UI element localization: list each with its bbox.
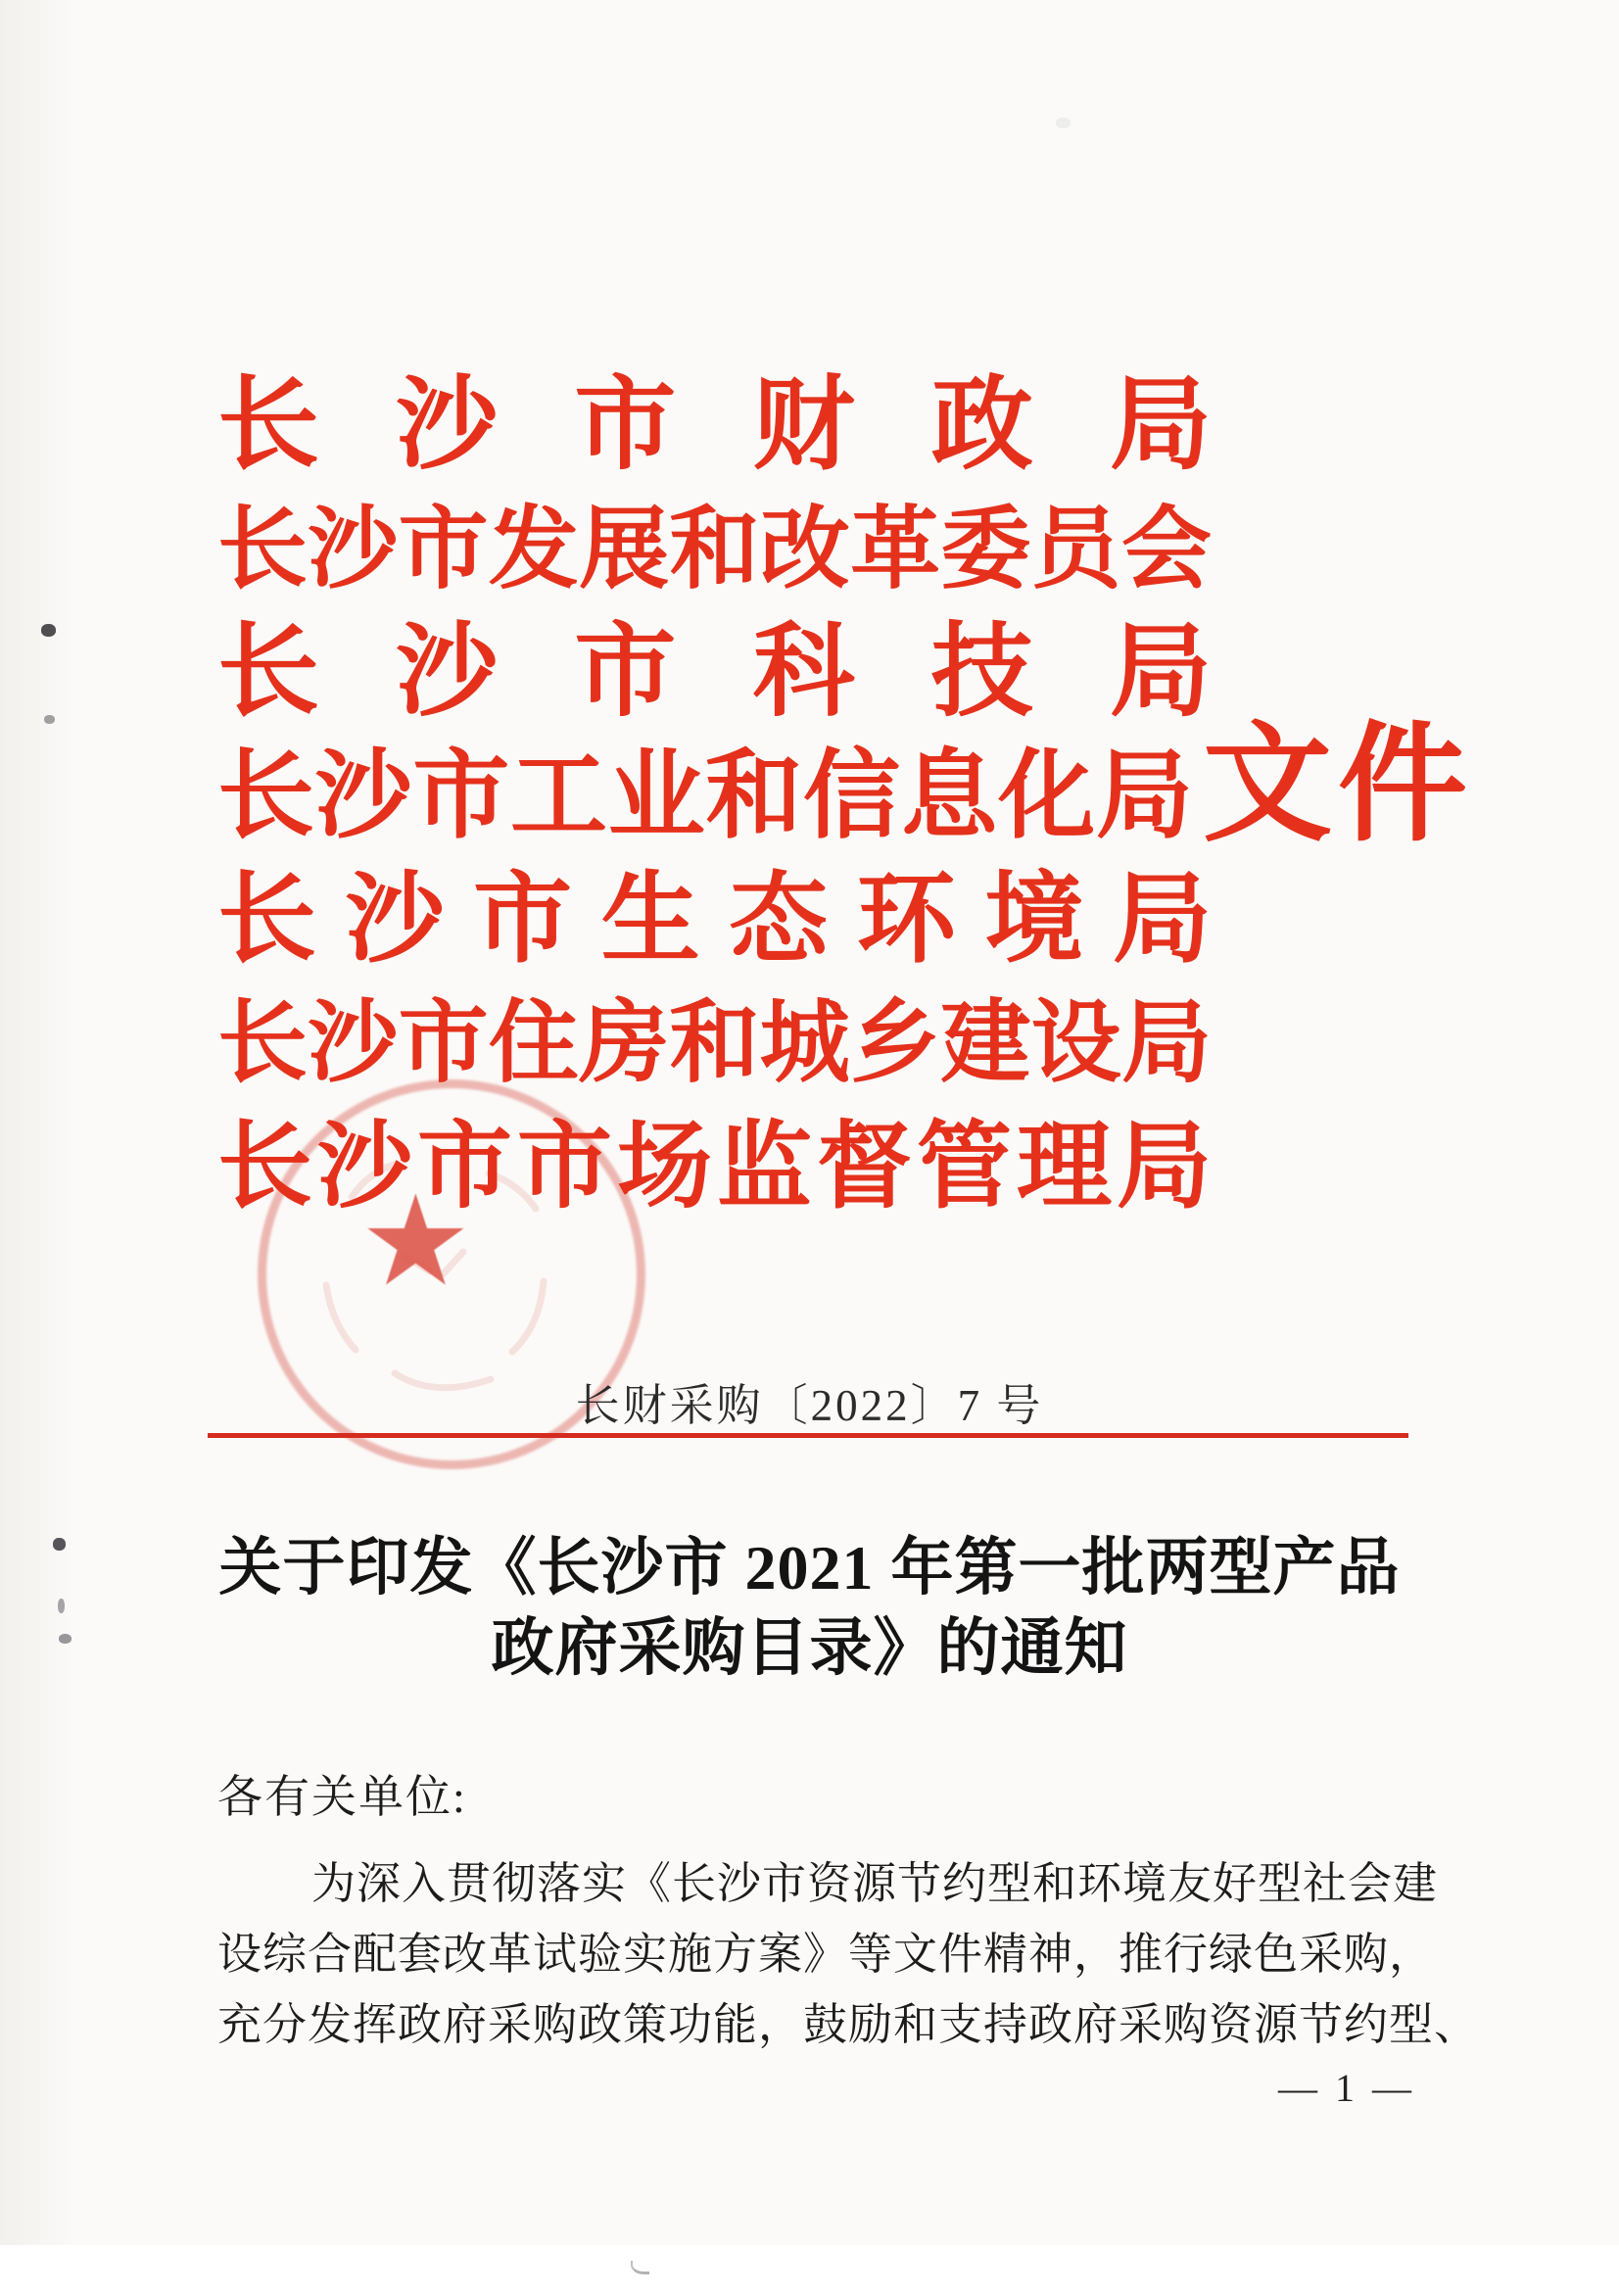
notice-title-line1: 关于印发《长沙市 2021 年第一批两型产品 <box>218 1533 1401 1602</box>
agency-line-finance: 长 沙 市 财 政 局 <box>217 369 1212 482</box>
document-number: 长财采购〔2022〕7 号 <box>575 1381 1044 1430</box>
body-paragraph-line: 充分发挥政府采购政策功能，鼓励和支持政府采购资源节约型、 <box>217 2000 1480 2049</box>
agency-line-science-tech: 长 沙 市 科 技 局 <box>217 616 1212 729</box>
seal-star-icon: ★ <box>359 1169 472 1315</box>
scan-artifact <box>41 624 56 637</box>
body-paragraph-line: 为深入贯彻落实《长沙市资源节约型和环境友好型社会建 <box>311 1859 1439 1908</box>
scan-bottom-band <box>0 2245 1619 2296</box>
salutation: 各有关单位: <box>217 1772 467 1822</box>
scan-edge-shadow <box>0 0 76 2296</box>
agency-line-market-regulation: 长 沙 市 市 场 监 督 管 理 局 <box>217 1114 1212 1220</box>
body-paragraph-line: 设综合配套改革试验实施方案》等文件精神，推行绿色采购， <box>217 1930 1435 1979</box>
agency-line-development-reform: 长 沙 市 发 展 和 改 革 委 员 会 <box>217 500 1212 599</box>
agency-line-industry-it: 长 沙 市 工 业 和 信 息 化 局 <box>217 742 1193 850</box>
notice-title-line2: 政府采购目录》的通知 <box>491 1613 1128 1683</box>
scan-artifact <box>1056 118 1071 128</box>
letterhead <box>217 364 1212 1228</box>
document-word-label: 文件 <box>1203 713 1473 857</box>
agency-line-housing-urban: 长 沙 市 住 房 和 城 乡 建 设 局 <box>217 993 1212 1093</box>
notice-title <box>0 1528 1619 1689</box>
red-separator-rule <box>208 1433 1408 1438</box>
agency-line-ecology-env: 长 沙 市 生 态 环 境 局 <box>217 864 1212 975</box>
scan-artifact <box>44 715 55 724</box>
page-number: — 1 — <box>1278 2066 1415 2110</box>
